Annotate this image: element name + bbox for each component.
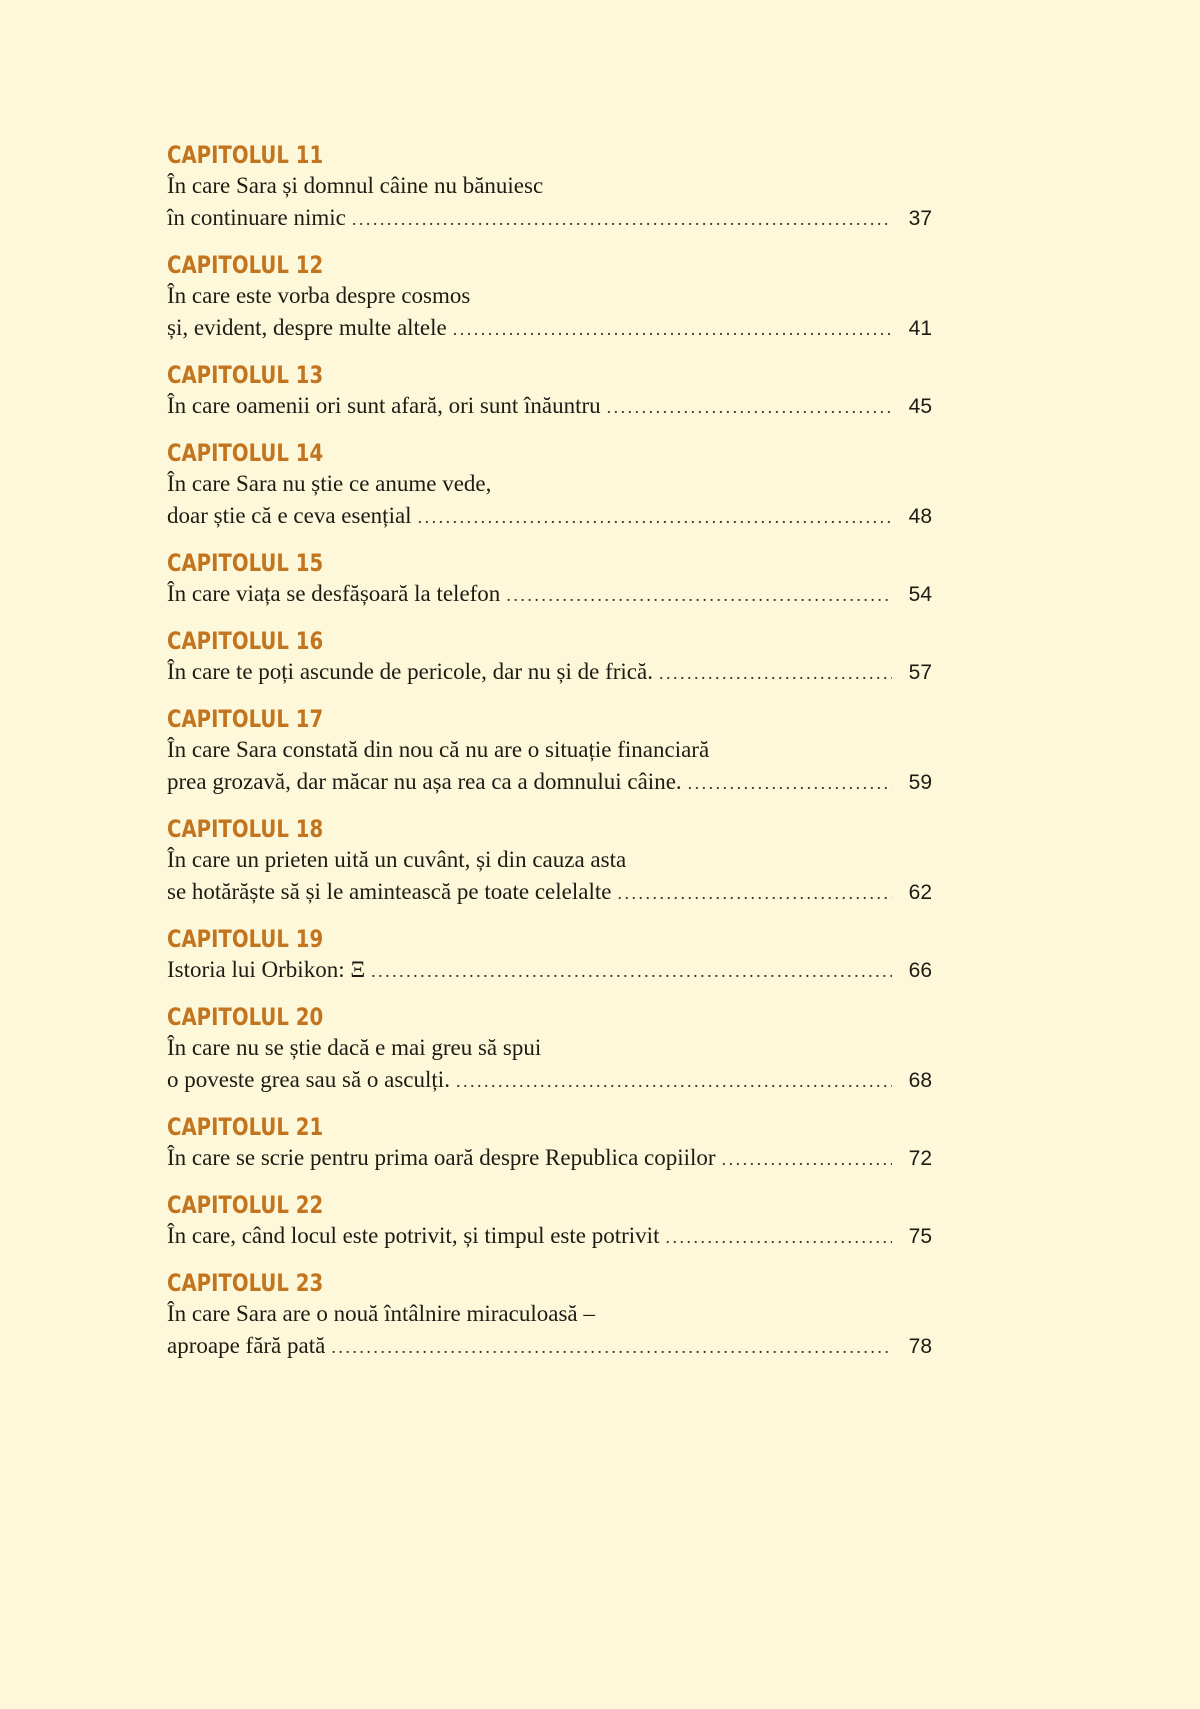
page-number: 78 bbox=[908, 1335, 932, 1358]
entry-title-line: și, evident, despre multe altele bbox=[167, 315, 447, 340]
chapter-heading: CAPITOLUL 18 bbox=[167, 815, 324, 843]
entry-title-line: se hotărăște să și le amintească pe toate celelalte bbox=[167, 879, 612, 904]
entry-last-line bbox=[167, 876, 932, 908]
dot-leader bbox=[722, 1143, 892, 1175]
toc-entry[interactable] bbox=[167, 1002, 932, 1096]
entry-last-line bbox=[167, 766, 932, 798]
page-number: 62 bbox=[908, 881, 932, 904]
dot-leader bbox=[659, 657, 892, 689]
chapter-heading: CAPITOLUL 15 bbox=[167, 549, 324, 577]
toc-entry[interactable] bbox=[167, 1190, 932, 1252]
toc-entry[interactable] bbox=[167, 704, 932, 798]
entry-title-line: În care oamenii ori sunt afară, ori sunt înăuntru bbox=[167, 393, 601, 418]
page-number: 68 bbox=[908, 1069, 932, 1092]
entry-title-line: o poveste grea sau să o asculți. bbox=[167, 1067, 450, 1092]
dot-leader bbox=[607, 391, 892, 423]
page-number: 41 bbox=[908, 317, 932, 340]
toc-entry[interactable] bbox=[167, 438, 932, 532]
chapter-heading: CAPITOLUL 20 bbox=[167, 1003, 324, 1031]
dot-leader bbox=[456, 1065, 892, 1097]
toc-entry[interactable] bbox=[167, 1268, 932, 1362]
toc-entry[interactable] bbox=[167, 814, 932, 908]
entry-title-line: În care Sara are o nouă întâlnire miraculoasă – bbox=[167, 1301, 595, 1326]
entry-last-line bbox=[167, 578, 932, 610]
table-of-contents bbox=[167, 140, 932, 1362]
toc-entry[interactable] bbox=[167, 250, 932, 344]
dot-leader bbox=[453, 313, 892, 345]
page-number: 54 bbox=[908, 583, 932, 606]
entry-title-line: aproape fără pată bbox=[167, 1333, 326, 1358]
entry-title-line: În care nu se știe dacă e mai greu să spui bbox=[167, 1035, 542, 1060]
toc-entry[interactable] bbox=[167, 924, 932, 986]
entry-last-line bbox=[167, 656, 932, 688]
entry-last-line bbox=[167, 500, 932, 532]
entry-last-line bbox=[167, 1330, 932, 1362]
entry-last-line bbox=[167, 1142, 932, 1174]
entry-title-line: În care se scrie pentru prima oară despre Republica copiilor bbox=[167, 1145, 716, 1170]
toc-entry[interactable] bbox=[167, 626, 932, 688]
entry-title-line: doar știe că e ceva esențial bbox=[167, 503, 412, 528]
page-number: 45 bbox=[908, 395, 932, 418]
page-number: 66 bbox=[908, 959, 932, 982]
entry-last-line bbox=[167, 1064, 932, 1096]
entry-last-line bbox=[167, 1220, 932, 1252]
chapter-heading: CAPITOLUL 16 bbox=[167, 627, 324, 655]
entry-title-line: În care viața se desfășoară la telefon bbox=[167, 581, 501, 606]
chapter-heading: CAPITOLUL 22 bbox=[167, 1191, 324, 1219]
page-number: 48 bbox=[908, 505, 932, 528]
toc-entry[interactable] bbox=[167, 1112, 932, 1174]
page-number: 37 bbox=[908, 207, 932, 230]
entry-title-line: Istoria lui Orbikon: Ξ bbox=[167, 957, 366, 982]
page-number: 72 bbox=[908, 1147, 932, 1170]
entry-title-line: prea grozavă, dar măcar nu așa rea ca a domnului câine. bbox=[167, 769, 682, 794]
entry-title-line: În care un prieten uită un cuvânt, și din cauza asta bbox=[167, 847, 627, 872]
chapter-heading: CAPITOLUL 12 bbox=[167, 251, 324, 279]
entry-title-line: În care te poți ascunde de pericole, dar nu și de frică. bbox=[167, 659, 653, 684]
dot-leader bbox=[617, 877, 892, 909]
entry-last-line bbox=[167, 202, 932, 234]
chapter-heading: CAPITOLUL 11 bbox=[167, 141, 324, 169]
page-number: 75 bbox=[908, 1225, 932, 1248]
page-number: 57 bbox=[908, 661, 932, 684]
toc-entry[interactable] bbox=[167, 548, 932, 610]
entry-title-line: În care este vorba despre cosmos bbox=[167, 283, 471, 308]
chapter-heading: CAPITOLUL 21 bbox=[167, 1113, 324, 1141]
entry-last-line bbox=[167, 954, 932, 986]
chapter-heading: CAPITOLUL 23 bbox=[167, 1269, 324, 1297]
entry-title-line: în continuare nimic bbox=[167, 205, 346, 230]
chapter-heading: CAPITOLUL 17 bbox=[167, 705, 324, 733]
dot-leader bbox=[688, 767, 892, 799]
page-number: 59 bbox=[908, 771, 932, 794]
entry-title-line: În care Sara nu știe ce anume vede, bbox=[167, 471, 492, 496]
toc-entry[interactable] bbox=[167, 140, 932, 234]
entry-title-line: În care Sara și domnul câine nu bănuiesc bbox=[167, 173, 544, 198]
dot-leader bbox=[331, 1331, 892, 1363]
entry-last-line bbox=[167, 390, 932, 422]
toc-entry[interactable] bbox=[167, 360, 932, 422]
entry-title-line: În care Sara constată din nou că nu are o situație financiară bbox=[167, 737, 710, 762]
dot-leader bbox=[665, 1221, 892, 1253]
entry-title-line: În care, când locul este potrivit, și timpul este potrivit bbox=[167, 1223, 660, 1248]
dot-leader bbox=[506, 579, 892, 611]
chapter-heading: CAPITOLUL 19 bbox=[167, 925, 324, 953]
dot-leader bbox=[352, 203, 892, 235]
dot-leader bbox=[371, 955, 892, 987]
chapter-heading: CAPITOLUL 13 bbox=[167, 361, 324, 389]
chapter-heading: CAPITOLUL 14 bbox=[167, 439, 324, 467]
entry-last-line bbox=[167, 312, 932, 344]
dot-leader bbox=[418, 501, 892, 533]
